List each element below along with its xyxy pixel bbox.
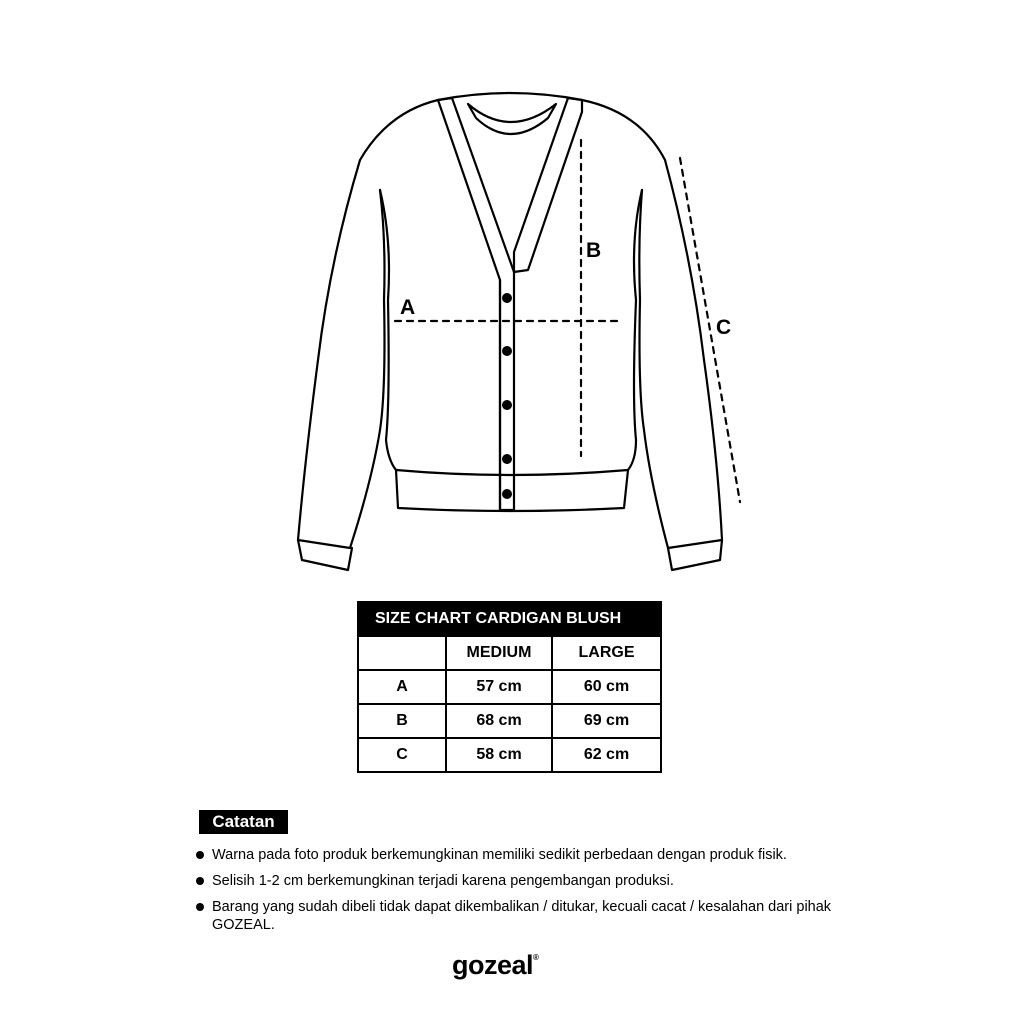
list-item: [196, 872, 856, 890]
column-header-large: LARGE: [552, 636, 661, 670]
button-1: [502, 293, 512, 303]
notes-heading: Catatan: [199, 810, 288, 834]
column-header-medium: MEDIUM: [446, 636, 552, 670]
button-5: [502, 489, 512, 499]
table-row: [358, 738, 661, 772]
cell-medium: 57 cm: [446, 670, 552, 704]
note-text: Barang yang sudah dibeli tidak dapat dikembalikan / ditukar, kecuali cacat / kesalahan dari pihak GOZEAL.: [212, 899, 832, 933]
left-body-outline: [298, 100, 438, 548]
row-label: C: [358, 738, 446, 772]
registered-mark: ®: [533, 953, 539, 962]
note-text: Selisih 1-2 cm berkemungkinan terjadi karena pengembangan produksi.: [212, 873, 674, 889]
notes-list: [196, 846, 856, 942]
cell-large: 60 cm: [552, 670, 661, 704]
cell-large: 62 cm: [552, 738, 661, 772]
button-3: [502, 400, 512, 410]
label-b: B: [586, 239, 602, 262]
inner-neckline: [468, 104, 556, 134]
bullet-icon: [196, 851, 204, 859]
cell-medium: 68 cm: [446, 704, 552, 738]
list-item: [196, 898, 856, 934]
table-row: [358, 670, 661, 704]
size-chart-title: SIZE CHART CARDIGAN BLUSH: [358, 602, 661, 636]
cell-large: 69 cm: [552, 704, 661, 738]
placket-right: [514, 98, 582, 272]
left-side-seam: [380, 190, 396, 470]
label-c: C: [716, 316, 732, 339]
list-item: [196, 846, 856, 864]
brand-name: gozeal: [452, 950, 534, 980]
row-label: A: [358, 670, 446, 704]
row-label: B: [358, 704, 446, 738]
note-text: Warna pada foto produk berkemungkinan memiliki sedikit perbedaan dengan produk fisik.: [212, 847, 787, 863]
table-row: [358, 704, 661, 738]
bullet-icon: [196, 877, 204, 885]
buttons: [502, 293, 512, 499]
hem-band: [396, 470, 628, 511]
brand-logo: [452, 952, 538, 979]
back-neck: [438, 93, 582, 100]
label-a: A: [400, 296, 416, 319]
button-2: [502, 346, 512, 356]
button-4: [502, 454, 512, 464]
placket-left: [438, 98, 514, 510]
column-header-empty: [358, 636, 446, 670]
right-body-outline: [582, 100, 722, 548]
bullet-icon: [196, 903, 204, 911]
cell-medium: 58 cm: [446, 738, 552, 772]
size-chart-table: [357, 601, 662, 773]
